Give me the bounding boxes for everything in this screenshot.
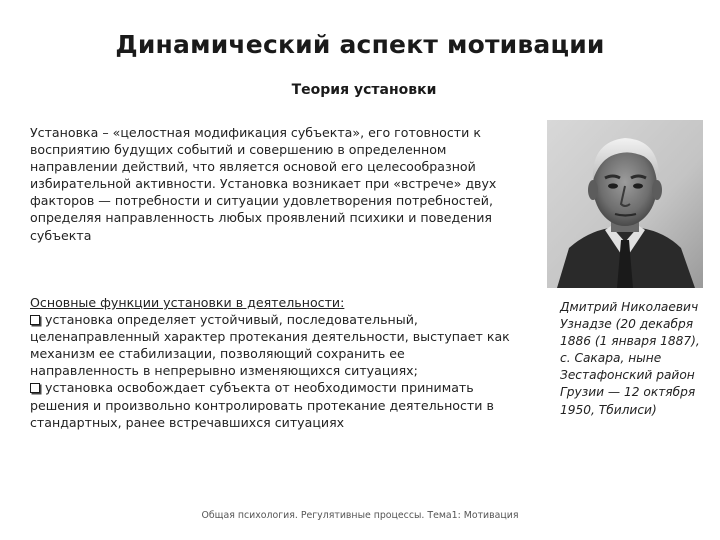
caption-line: Узнадзе (20 декабря [560,317,694,332]
functions-heading: Основные функции установки в деятельности: [30,295,345,310]
bullet-text: установка освобождает субъекта от необходимости принимать [45,380,474,396]
bullet-continuation-line: направленность в непрерывно изменяющихся ситуациях; [30,363,418,379]
definition-line: субъекта [30,227,92,243]
definition-line: определяя направленность любых проявлений психики и поведения [30,210,492,226]
bullet-continuation-line: механизм ее стабилизации, позволяющий сохранить ее [30,346,405,362]
bullet-item-2 [30,379,535,396]
definition-line: факторов — потребности и ситуации удовлетворения потребностей, [30,193,493,209]
bullet-text: установка определяет устойчивый, последовательный, [45,312,418,328]
definition-line: избирательной активности. Установка возникает при «встрече» двух [30,176,497,192]
caption-line: Зестафонский район [560,368,695,383]
functions-section [30,294,535,431]
definition-line: восприятию будущих событий и совершению в определенном [30,142,447,158]
caption-line: 1886 (1 января 1887), [560,334,700,349]
portrait-caption [560,299,710,419]
slide-title: Динамический аспект мотивации [115,30,605,59]
caption-line: с. Сакара, ныне [560,351,662,366]
portrait-photo [547,120,703,288]
bullet-item-1 [30,311,535,328]
checkbox-square-icon [30,315,40,325]
bullet-continuation-line: целенаправленный характер протекания деятельности, выступает как [30,329,510,345]
bullet-continuation-line: решения и произвольно контролировать протекание деятельности в [30,397,494,413]
checkbox-square-icon [30,383,40,393]
slide-footer: Общая психология. Регулятивные процессы. Тема1: Мотивация [201,510,519,521]
caption-line: Дмитрий Николаевич [560,300,699,314]
definition-line: направлении действий, что является основой его целесообразной [30,159,476,175]
caption-line: 1950, Тбилиси) [560,402,657,417]
slide-subtitle: Теория установки [291,82,437,98]
bullet-continuation-line: стандартных, ранее встречавшихся ситуациях [30,414,345,430]
definition-paragraph [30,124,535,244]
definition-line: Установка – «целостная модификация субъекта», его готовности к [30,125,481,140]
caption-line: Грузии — 12 октября [560,385,696,400]
